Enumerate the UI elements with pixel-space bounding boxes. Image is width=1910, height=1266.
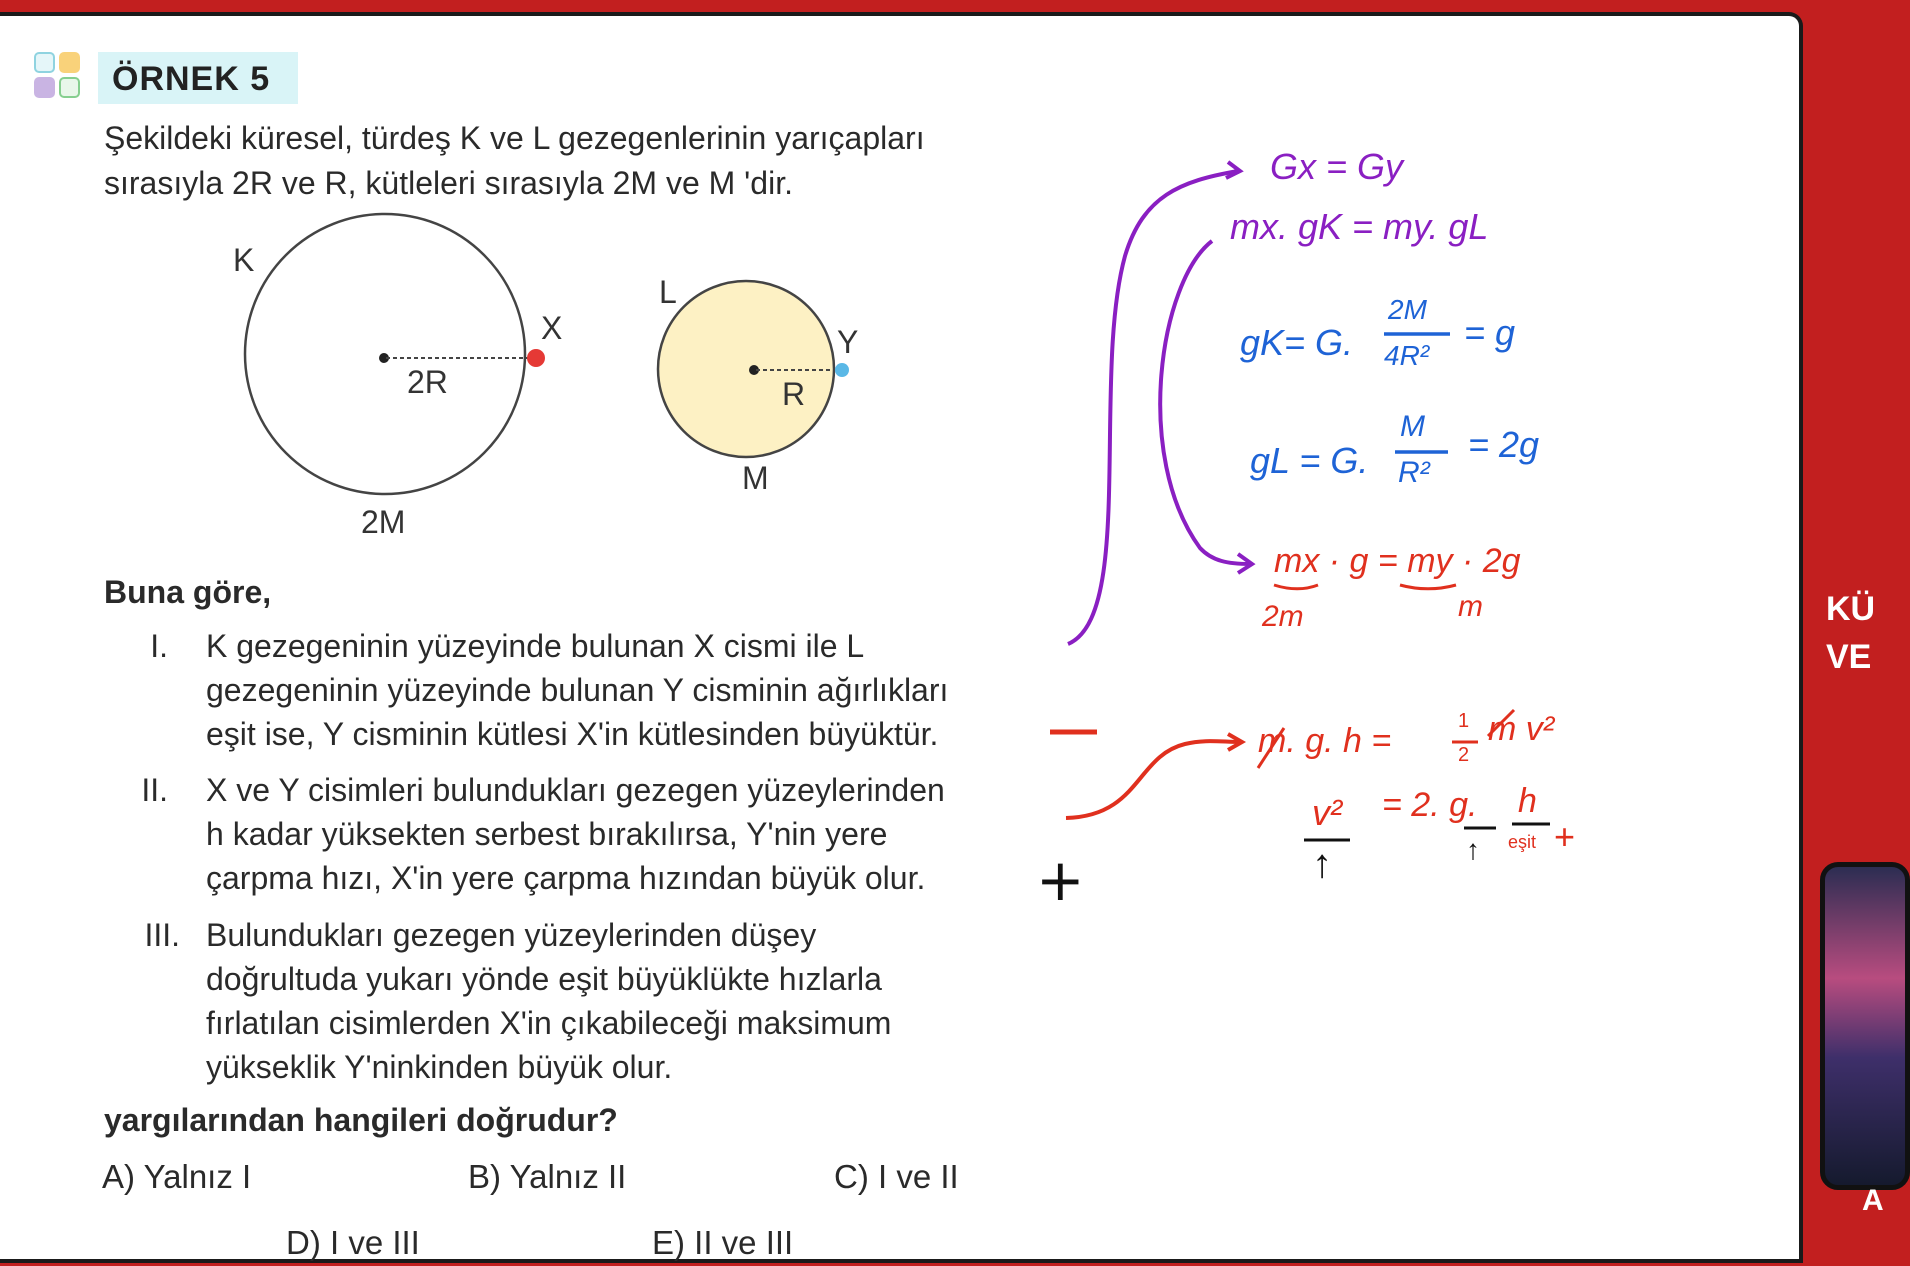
prompt: Buna göre, [104, 574, 272, 610]
eq3-denominator: 4R² [1384, 340, 1430, 371]
eq6-left: m. g. h = [1258, 722, 1392, 760]
x-label: X [541, 310, 563, 346]
k-radius-label: 2R [407, 364, 448, 400]
statement-1-line-3: eşit ise, Y cisminin kütlesi X'in kütlesinden büyüktür. [206, 716, 939, 752]
eq6-numerator: 1 [1458, 710, 1470, 732]
eq2-weights-equal: mx. gK = my. gL [1230, 206, 1489, 247]
eq3-right: = g [1464, 312, 1516, 353]
statement-3-line-1: Bulundukları gezegen yüzeylerinden düşey [206, 917, 817, 953]
eq7-sub-esit: eşit [1508, 832, 1537, 852]
eq7-plus: + [1554, 816, 1576, 857]
statement-3-number: III. [144, 917, 180, 953]
webcam-thumbnail [1820, 862, 1910, 1190]
eq6-right: m v² [1488, 710, 1555, 748]
eq4-denominator: R² [1398, 456, 1430, 489]
option-d[interactable]: D) I ve III [286, 1224, 420, 1261]
eq4-right: = 2g [1468, 424, 1540, 465]
k-mass-label: 2M [361, 504, 406, 540]
option-a[interactable]: A) Yalnız I [102, 1158, 252, 1195]
eq4-numerator: M [1400, 410, 1425, 443]
eq5-sub-m: m [1458, 590, 1483, 623]
l-label: L [659, 274, 677, 310]
eq5-balance: mx · g = my · 2g [1274, 542, 1521, 580]
k-label: K [233, 242, 255, 278]
l-radius-label: R [782, 376, 806, 412]
eq4-left: gL = G. [1250, 440, 1369, 481]
statement-3-line-3: fırlatılan cisimlerden X'in çıkabileceği maksimum [206, 1005, 892, 1041]
eq6-denominator: 2 [1458, 744, 1470, 766]
eq7-middle: = 2. g. [1382, 786, 1478, 824]
eq5-mx-underline [1274, 585, 1318, 589]
option-e[interactable]: E) II ve III [652, 1224, 794, 1261]
question: yargılarından hangileri doğrudur? [104, 1102, 618, 1138]
eq5-sub-2m: 2m [1262, 600, 1304, 633]
statement-1-line-1: K gezegeninin yüzeyinde bulunan X cismi ile L [206, 628, 865, 664]
statement-2-line-3: çarpma hızı, X'in yere çarpma hızından büyük olur. [206, 860, 926, 896]
purple-arrow-return [1160, 241, 1250, 564]
eq7-arrow-g-icon: ↑ [1466, 834, 1480, 865]
sidebar-text-3: A [1862, 1184, 1884, 1217]
statement-1-line-2: gezegeninin yüzeyinde bulunan Y cisminin ağırlıkları [206, 672, 949, 708]
eq7-left: v² [1312, 792, 1342, 833]
annotation-strokes [0, 16, 1800, 1266]
eq3-left: gK= G. [1240, 322, 1354, 363]
eq7-arrow-v-icon: ↑ [1312, 842, 1332, 886]
eq5-my-underline [1400, 585, 1456, 589]
intro-line-2: sırasıyla 2R ve R, kütleleri sırasıyla 2M ve M 'dir. [104, 165, 793, 201]
intro-line-1: Şekildeki küresel, türdeş K ve L gezegenlerinin yarıçapları [104, 120, 925, 156]
example-label: ÖRNEK 5 [112, 60, 271, 98]
statement-3-line-4: yükseklik Y'ninkinden büyük olur. [206, 1049, 673, 1085]
plus-mark: + [1036, 846, 1085, 914]
eq1-gravity-equal: Gx = Gy [1270, 146, 1404, 187]
statement-2-line-2: h kadar yüksekten serbest bırakılırsa, Y'nin yere [206, 816, 888, 852]
statement-1-number: I. [150, 628, 168, 664]
statement-2-line-1: X ve Y cisimleri bulundukları gezegen yüzeylerinden [206, 772, 945, 808]
l-mass-label: M [742, 460, 769, 496]
sidebar-text-2: VE [1826, 638, 1872, 676]
statement-2-number: II. [141, 772, 168, 808]
red-arrow [1066, 741, 1240, 818]
option-b[interactable]: B) Yalnız II [468, 1158, 627, 1195]
statement-3-line-2: doğrultuda yukarı yönde eşit büyüklükte hızlarla [206, 961, 882, 997]
eq3-numerator: 2M [1388, 294, 1427, 325]
option-c[interactable]: C) I ve II [834, 1158, 959, 1195]
y-label: Y [837, 324, 859, 360]
eq7-h: h [1518, 782, 1537, 820]
lesson-board [0, 12, 1803, 1263]
sidebar-text-1: KÜ [1826, 590, 1876, 628]
